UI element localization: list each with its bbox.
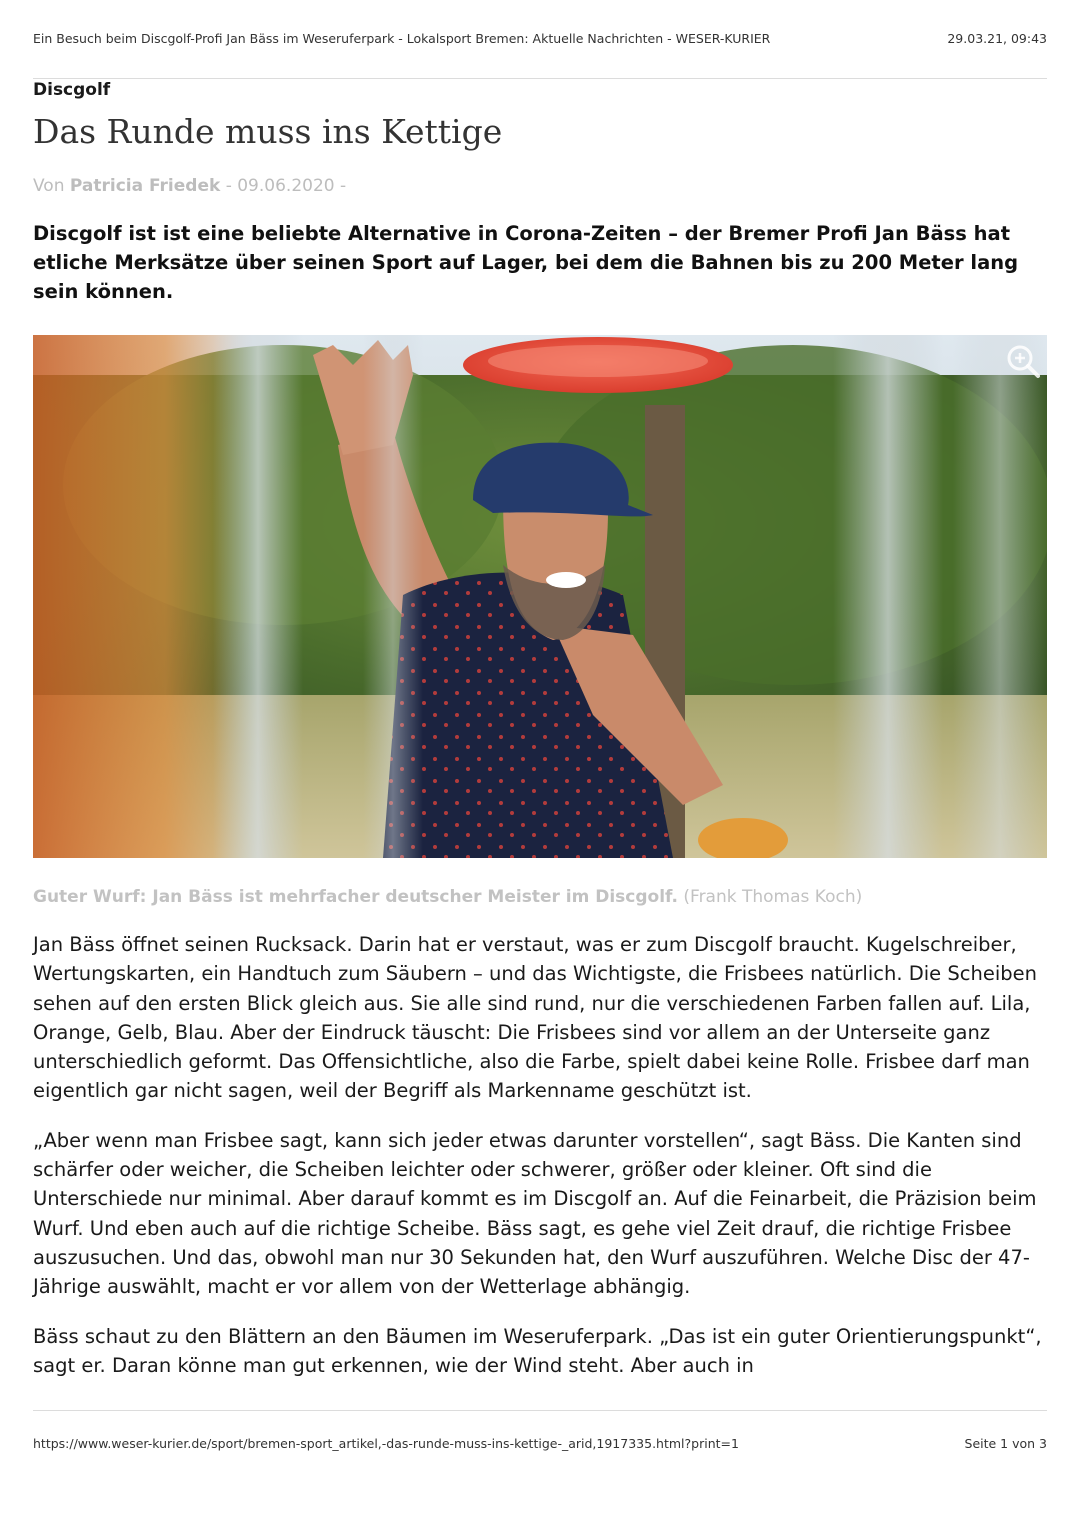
print-page-title: Ein Besuch beim Discgolf-Profi Jan Bäss im Weseruferpark - Lokalsport Bremen: Aktuelle Nachrichten - WESER-KURIER <box>33 31 771 46</box>
body-paragraph: Jan Bäss öffnet seinen Rucksack. Darin hat er verstaut, was er zum Discgolf braucht. Kugelschreiber, Wertungskarten, ein Handtuch zum Säubern – und das Wichtigste, die Frisbees natürlich. Die Scheiben sehen auf den ersten Blick gleich aus. Sie alle sind rund, nur die verschiedenen Farben fallen auf. Lila, Orange, Gelb, Blau. Aber der Eindruck täuscht: Die Frisbees sind vor allem an der Unterseite ganz unterschiedlich geformt. Das Offensichtliche, also die Farbe, spielt dabei keine Rolle. Frisbee darf man eigentlich gar nicht sagen, weil der Begriff als Markenname geschützt ist. <box>33 933 1037 1103</box>
body-paragraph: Bäss schaut zu den Blättern an den Bäumen im Weseruferpark. „Das ist ein guter Orientierungspunkt“, sagt er. Daran könne man gut erkennen, wie der Wind steht. Aber auch in <box>33 1324 1042 1377</box>
print-url[interactable]: https://www.weser-kurier.de/sport/bremen-sport_artikel,-das-runde-muss-ins-kettige-_arid,1917335.html?print=1 <box>33 1436 739 1451</box>
zoom-in-icon[interactable] <box>1005 343 1041 379</box>
article-teaser: Discgolf ist ist eine beliebte Alternative in Corona-Zeiten – der Bremer Profi Jan Bäss hat etliche Merksätze über seinen Sport auf Lager, bei dem die Bahnen bis zu 200 Meter lang sein können. <box>33 222 1019 303</box>
article-headline: Das Runde muss ins Kettige <box>33 112 503 151</box>
header-divider <box>33 78 1047 79</box>
page-number: Seite 1 von 3 <box>964 1436 1047 1451</box>
body-paragraph: „Aber wenn man Frisbee sagt, kann sich jeder etwas darunter vorstellen“, sagt Bäss. Die Kanten sind schärfer oder weicher, die Scheiben leichter oder schwerer, größer oder kleiner. Oft sind die Unterschiede nur minimal. Aber darauf kommt es im Discgolf an. Auf die Feinarbeit, die Präzision beim Wurf. Und eben auch auf die richtige Scheibe. Bäss sagt, es gehe viel Zeit drauf, die richtige Frisbee auszusuchen. Und das, obwohl man nur 30 Sekunden hat, den Wurf auszuführen. Welche Disc der 47-Jährige auswählt, macht er vor allem von der Wetterlage abhängig. <box>33 1128 1037 1299</box>
article-byline <box>33 176 346 196</box>
article-body <box>33 930 1047 1400</box>
footer-divider <box>33 1410 1047 1411</box>
byline-author[interactable]: Patricia Friedek <box>69 176 221 196</box>
byline-date: - 09.06.2020 - <box>225 176 347 196</box>
caption-text: Guter Wurf: Jan Bäss ist mehrfacher deutscher Meister im Discgolf. <box>33 887 678 907</box>
byline-prefix: Von <box>33 176 65 196</box>
print-header <box>33 31 1047 51</box>
article-photo[interactable] <box>33 335 1047 858</box>
photo-illustration <box>33 335 1047 858</box>
caption-credit: (Frank Thomas Koch) <box>683 887 863 907</box>
photo-caption <box>33 887 862 907</box>
print-datetime: 29.03.21, 09:43 <box>947 31 1047 46</box>
article-kicker: Discgolf <box>33 80 111 100</box>
